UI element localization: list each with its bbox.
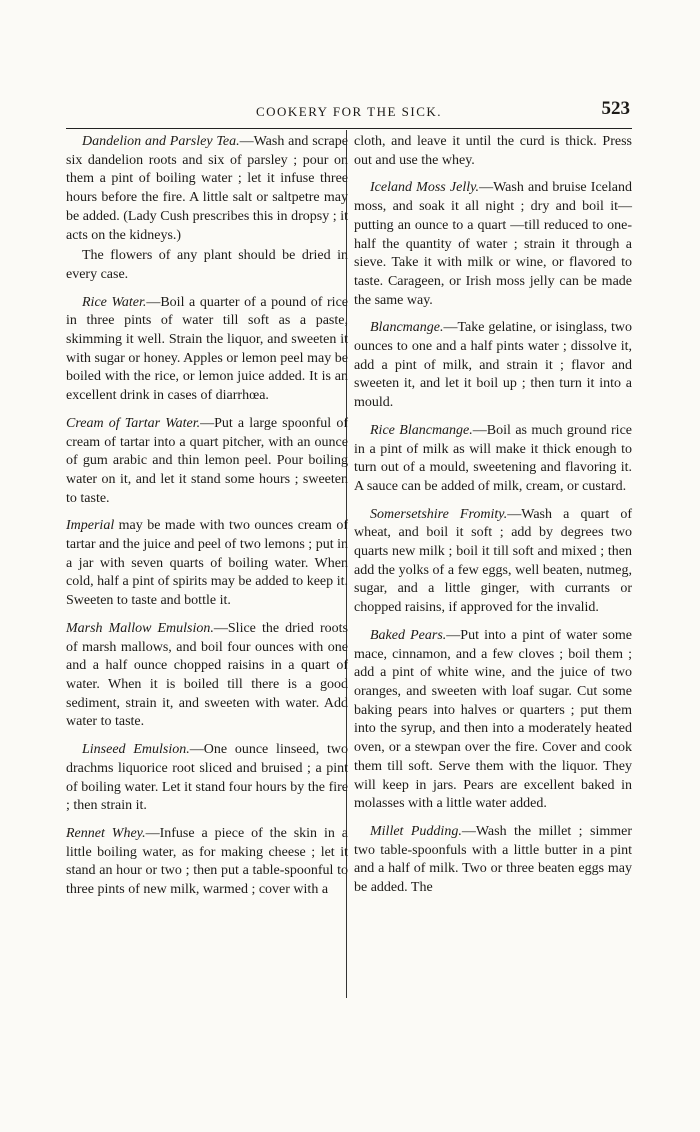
- recipe-paragraph: [354, 506, 632, 618]
- right-column: [354, 133, 632, 907]
- recipe-heading: Linseed Emulsion.: [82, 742, 190, 758]
- recipe-heading: Iceland Moss Jelly.: [370, 180, 480, 196]
- recipe-heading: Baked Pears.: [370, 627, 447, 643]
- recipe-heading: Cream of Tartar Water.: [66, 415, 201, 431]
- recipe-paragraph: [66, 741, 348, 816]
- recipe-paragraph: [66, 133, 348, 245]
- recipe-heading: Blancmange.: [370, 320, 444, 336]
- recipe-paragraph: [66, 825, 348, 900]
- recipe-text: —Wash and bruise Iceland moss, and soak it all night ; dry and boil it—putting an ounce to a quart —till reduced to one-half the quantity of water ; strain it through a sieve. Take it with milk or wine, or flavored to taste. Carageen, or Irish moss jelly can be made the same way.: [354, 180, 632, 308]
- recipe-text: The flowers of any plant should be dried in every case.: [66, 248, 348, 282]
- recipe-heading: Dandelion and Parsley Tea.: [82, 134, 240, 149]
- running-header: [66, 98, 632, 122]
- recipe-heading: Marsh Mallow Emulsion.: [66, 620, 214, 636]
- recipe-heading: Somersetshire Fromity.: [370, 506, 508, 522]
- recipe-heading: Rice Water.: [82, 294, 147, 310]
- recipe-paragraph: [66, 294, 348, 406]
- header-rule: [66, 128, 632, 129]
- recipe-paragraph: [66, 247, 348, 284]
- recipe-heading: Rice Blancmange.: [370, 422, 473, 438]
- recipe-text: —Wash the millet ; simmer two table-spoonfuls with a little butter in a pint and a half of milk. Two or three beaten eggs may be added. The: [354, 823, 632, 896]
- recipe-paragraph: [354, 319, 632, 413]
- recipe-heading: Millet Pudding.: [370, 823, 462, 839]
- recipe-paragraph: [66, 517, 348, 611]
- recipe-text: —Take gelatine, or isinglass, two ounces to one and a half pints water ; dissolve it, add a pint of milk, and strain it ; flavor and sweeten it, and let it boil up ; then turn it into a mould.: [354, 320, 632, 411]
- recipe-paragraph: [354, 627, 632, 814]
- recipe-text: —Put a large spoonful of cream of tartar into a quart pitcher, with an ounce of gum arabic and thin lemon peel. Pour boiling water on it, and let it stand some hours ; sweeten to taste.: [66, 415, 348, 506]
- recipe-text: —Slice the dried roots of marsh mallows, and boil four ounces with one and a half ounce chopped raisins in a quart of water. When it is boiled till there is a good sediment, strain it, and sweeten with water. Add water to taste.: [66, 620, 348, 730]
- recipe-paragraph: [354, 422, 632, 497]
- left-column: [66, 133, 348, 909]
- recipe-paragraph: [66, 415, 348, 509]
- recipe-text: —Put into a pint of water some mace, cinnamon, and a few cloves ; boil them ; add a pint of white wine, and the juice of two oranges, and sweeten with loaf sugar. Cut some baking pears into halves or quarters ; put them into the syrup, and then into a moderately heated oven, or a stewpan over the fire. Cover and cook them till soft. Serve them with the liquor. They will keep in jars. Pears are excellent baked in molasses with a little water added.: [354, 627, 632, 812]
- recipe-heading: Rennet Whey.: [66, 825, 146, 841]
- recipe-heading: Imperial: [66, 518, 115, 534]
- recipe-paragraph: [354, 133, 632, 170]
- recipe-text: cloth, and leave it until the curd is thick. Press out and use the whey.: [354, 134, 632, 168]
- recipe-text: —Infuse a piece of the skin in a little boiling water, as for making cheese ; let it stand an hour or two ; then put a table-spoonful to three pints of new milk, warmed ; cover with a: [66, 825, 348, 898]
- recipe-text: —One ounce linseed, two drachms liquorice root sliced and bruised ; a pint of boiling water. Let it stand four hours by the fire ; then strain it.: [66, 742, 348, 814]
- recipe-paragraph: [354, 823, 632, 898]
- recipe-paragraph: [66, 620, 348, 732]
- running-title: COOKERY FOR THE SICK.: [255, 104, 443, 119]
- recipe-text: may be made with two ounces cream of tartar and the juice and peel of two lemons ; put in a jar with seven quarts of boiling water. When cold, half a pint of spirits may be added to keep it. Sweeten to taste and bottle it.: [66, 518, 348, 609]
- recipe-text: —Wash and scrape six dandelion roots and six of parsley ; pour on them a pint of boiling water ; let it infuse three hours before the fire. A little salt or saltpetre may be added. (Lady Cush prescribes this in dropsy ; it acts on the kidneys.): [66, 134, 348, 243]
- recipe-text: —Boil a quarter of a pound of rice in three pints of water till soft as a paste, skimming it well. Strain the liquor, and sweeten it with sugar or honey. Apples or lemon peel may be boiled with the rice, or lemon juice added. It is an excellent drink in cases of diarrhœa.: [66, 294, 348, 404]
- page-number: 523: [601, 98, 630, 119]
- recipe-text: —Wash a quart of wheat, and boil it soft ; add by degrees two quarts new milk ; boil it till soft and mixed ; then add the yolks of a few eggs, well beaten, nutmeg, sugar, and a little ginger, with currants or chopped raisins, if approved for the invalid.: [354, 506, 632, 616]
- recipe-paragraph: [354, 179, 632, 310]
- recipe-text: —Boil as much ground rice in a pint of milk as will make it thick enough to turn out of a mould, sweetening and flavoring it. A sauce can be added of milk, cream, or custard.: [354, 422, 632, 494]
